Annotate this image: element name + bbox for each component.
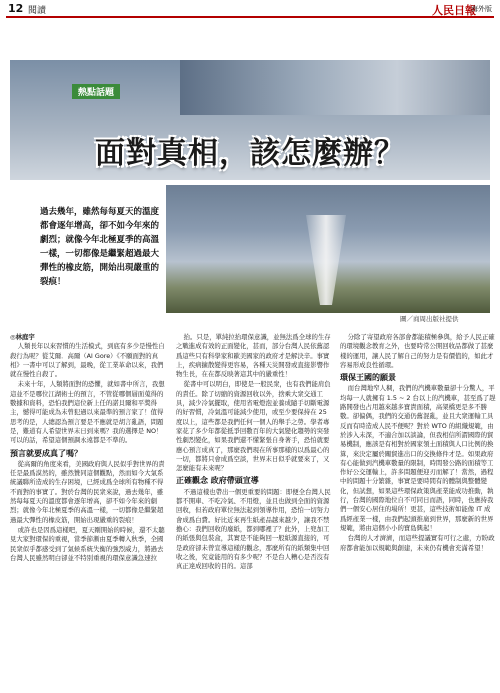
paragraph: 人類長年以來習慣的生活模式，到底有多少是慢性自殺行為呢？從艾爾．高爾（Al Gore）《不願面對的真相》一書中可以了解到，最晚，從工業革命以來，我們就在慢性自殺了。: [10, 342, 165, 379]
photo-credit: 圖／商周出版社提供: [400, 315, 459, 323]
paragraph: 抬。只是，單純拉抬環保意識，並無法爲全球的生存之戰進成有效的正面變化，甚而，部分台灣人民依舊認爲這些只有科學家和歐美國家的政府才是解決辛。事實上，疾病擴散變得更容易，各種天災開發或直接影響作物生長，在在都反映著這其中的嚴重性！: [176, 333, 331, 379]
section-heading: 環保王國的願景: [340, 373, 396, 383]
paragraph: 從書中可以明白，即使是一般民衆，也有我們能肩負的責任。除了切縮的資源回收以外，捨乘大衆交通工具，減少冷氣擺取，使用省電燈泡並養成隨手切斷電源的好習慣，冷氣溫可能減少使用，或至少要保持在 25 度以上，這些都是我們任何一個人的舉手之勞。學者專家花了多少年都從抵爭回數百年的大氣變化趨勢的突發性劇烈變化，如果我們還不懂緊張自身著手，恐怕就要應心預言成真了，那麼我們現在所事那樣的以爲最心的一切，都將只會成爲空談，世界末日似乎就要來了，又怎麼能有未來呢？: [176, 380, 331, 473]
column-2: [176, 333, 332, 572]
paragraph: 或許也是因爲這樣吧，夏天剛開始的時候，還不太聽見大家對環保的重視，當季節漸由夏季轉入秋季，全國民衆似乎都感受到了氣候系統失衡的強烈威力，將過去台灣人民雖然明白卻並不特別重視的環保意識急速拉: [10, 525, 165, 562]
topic-tag: 熱點話題: [72, 84, 120, 99]
column-3: [340, 333, 496, 554]
section-heading: 正確觀念 政府帶頭宣導: [176, 476, 259, 486]
paragraph: 從高爾的角度來看，美國政府與人民似乎對世界的責任是最爲漠然的，雖然贊同這個觀點，然而如今大氣系統議聯所造成的生存困境，已經成爲全球所有物種不得不面對的事實了。對於台灣的民衆來說，過去幾年，雖然每每夏天的溫度都會逐年增高，卻不如今年來的劇烈；就像今年北極夏季的高溫一樣，一切都像是繼緊超過最大彈性的橡皮筋，開始出現嚴重的裂痕！: [10, 459, 165, 524]
paragraph: 而台灣地窄人稠，我們的汽機車數量卻十分驚人，平均每一人就擁有 1.5 ~ 2 台以上的汽機車，甚至爲了趕路開發也占用越來越多寶貴面積，高架橋更是多不勝數。卻偏偶，我們的交通仍舊混亂，並且大衆運輸工具反而有時造成人民不便呢？對於 WTO 的組織規範，由於涉入未深，不適合加以談論，但我相信所謂國際的貿易機制，應該是有相對於國家領土面積與人口比例的換算，來決定屬於關貿進出口的交換條件才是。如果政府有心能做到汽機車數量的限制，時間發公路的面積等工作好公交運輸上，許多問題便迎刃而解了！當然，過程中的問題十分繁雜，事實是要時間有的體制與整體變化，但試想，如果這些環保政策與產業能成功推動，執行，台灣的國際地位自不可同日而語，同時，也應持我們一個安心居住的場所！更甚，這些技術如能像 IT 成爲經產業一樣，由我們起頭推廣到世界，那麼新的世界規範，將由這個小小的寶島興起！: [340, 384, 496, 532]
paragraph: 不過這樣也帶出一個更重要的問題：即便全台灣人民都不開車、不吃冷氣、不用燈，並且也做到全面的資源回收，但若政府單位無法起到領導作用，恐怕一切努力會成爲白費。好比近來再生紙產品越來越少，讓我不禁擔心：我們回收的廢紙，都到哪裡了？此外，上兜加工的紙張與包裝盒，其實是不能夠回一般紙源直接的，可是政府卻未曾宣導這樣的觀念，那麼所有的紙類集中回收之後，究竟能用的有多少呢？不是台人糟心是否沒有真正達成回收的目的。這部: [176, 487, 331, 571]
banner-image: [180, 60, 490, 115]
headline: 面對真相，該怎麼辦？: [95, 136, 405, 171]
section-heading: 預言就要成真了嗎？: [10, 448, 82, 458]
page-number: 12: [8, 2, 24, 15]
page-header: [6, 2, 494, 18]
edition-label: 海外版: [471, 5, 492, 13]
author-byline: ◎林庭宇: [10, 333, 35, 341]
column-1: [10, 333, 166, 564]
section-name: 閱讀: [28, 6, 47, 16]
newspaper-masthead: 人民日報: [432, 4, 476, 17]
paragraph: 分除了寄望政府各部會都能積極參與，給予人民正確的環境觀念教育之外，也要時常公開回收品都做了甚麼樣的運用，讓人民了解自己的努力是有價值的，如此才容易形成良性循環。: [340, 333, 495, 369]
tornado-funnel: [306, 215, 346, 305]
lead-paragraph: 過去幾年，雖然每每夏天的溫度都會逐年增高，卻不如今年來的劇烈；就像今年北極夏季的高溫一樣，一切都像是繼緊超過最大彈性的橡皮筋，開始出現嚴重的裂痕！: [40, 207, 160, 287]
tornado-photo: [166, 185, 490, 313]
paragraph: 未來十年，人類將面對的恐懼，就如書中所言，我想這並不是哪位江湖術士的預言，不管從哪個層面蒐得的數據和資料，恐怕我們這位新上任的諾貝爾和平獎得主，憾得可能成為未曾犯過以來最準的預言家了！值得思考的是，人總認為預言要是不應就是胡言亂語，問題是，難道有人希望世界末日到來嗎？我的選擇是 NO！可以的話，希望這個預調永遠都是不準的。: [10, 380, 165, 445]
paragraph: 台灣的人才濟濟，而這些提議實有可行之處，方盼政府都會能加以規範與創建，未來仍有機會充滿希望！: [340, 534, 495, 552]
